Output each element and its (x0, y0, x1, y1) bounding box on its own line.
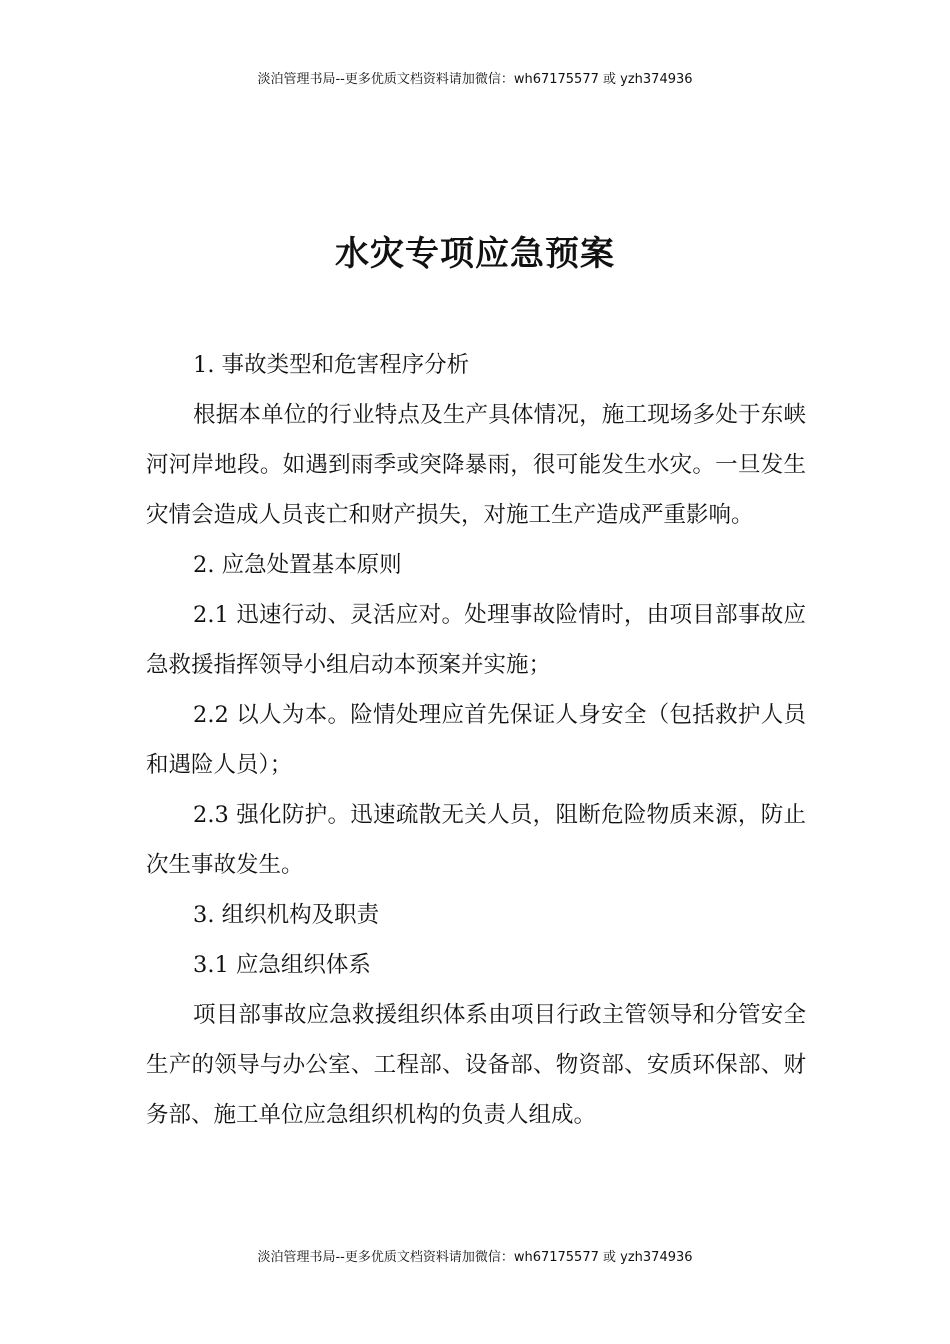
paragraph: 2.2 以人为本。险情处理应首先保证人身安全（包括救护人员和遇险人员）； (146, 702, 806, 778)
paragraph: 2.1 迅速行动、灵活应对。处理事故险情时，由项目部事故应急救援指挥领导小组启动本预案并实施； (146, 602, 806, 678)
section-heading-1: 1. 事故类型和危害程序分析 (193, 352, 470, 378)
document-body (146, 340, 806, 1140)
subsection-heading-3-1: 3.1 应急组织体系 (193, 952, 371, 978)
page-header: 淡泊管理书局--更多优质文档资料请加微信：wh67175577 或 yzh374936 (257, 72, 693, 87)
paragraph: 根据本单位的行业特点及生产具体情况，施工现场多处于东峡河河岸地段。如遇到雨季或突降暴雨，很可能发生水灾。一旦发生灾情会造成人员丧亡和财产损失，对施工生产造成严重影响。 (146, 402, 806, 528)
page-footer: 淡泊管理书局--更多优质文档资料请加微信：wh67175577 或 yzh374936 (257, 1250, 693, 1265)
section-heading-3: 3. 组织机构及职责 (193, 902, 380, 928)
document-title: 水灾专项应急预案 (335, 234, 615, 274)
section-heading-2: 2. 应急处置基本原则 (193, 552, 402, 578)
paragraph: 项目部事故应急救援组织体系由项目行政主管领导和分管安全生产的领导与办公室、工程部、设备部、物资部、安质环保部、财务部、施工单位应急组织机构的负责人组成。 (146, 1002, 806, 1128)
paragraph: 2.3 强化防护。迅速疏散无关人员，阻断危险物质来源，防止次生事故发生。 (146, 802, 806, 878)
